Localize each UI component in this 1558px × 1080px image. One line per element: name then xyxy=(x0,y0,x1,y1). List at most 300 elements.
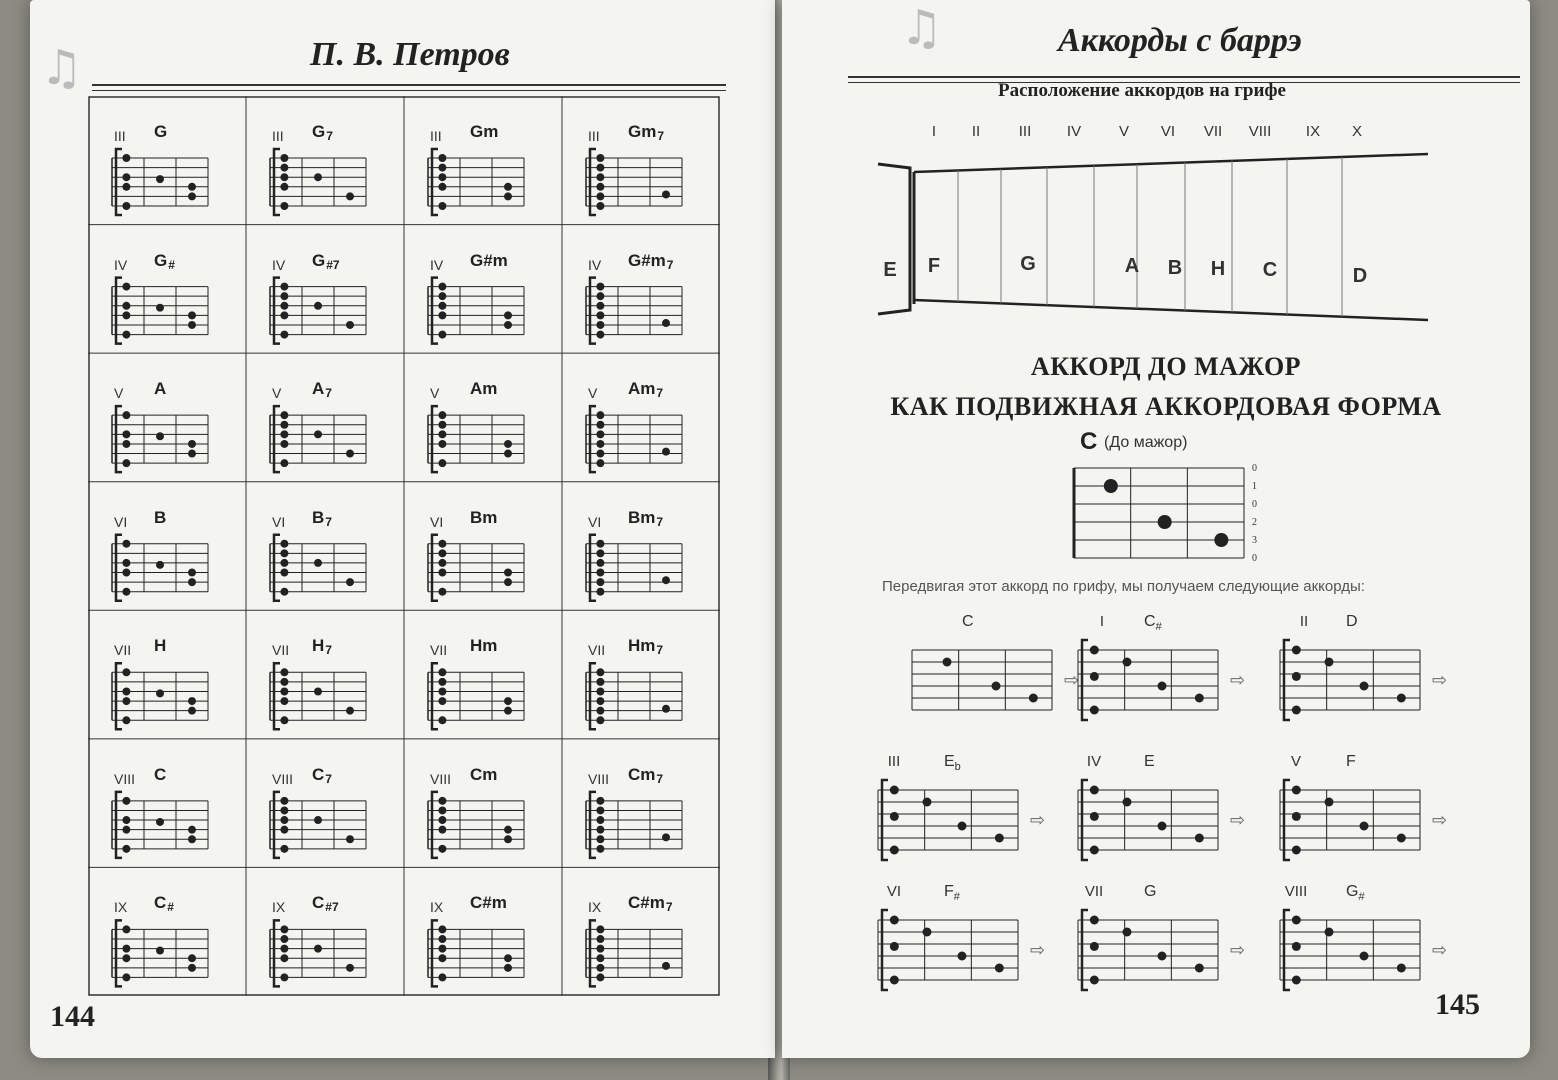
fret-position-label: V xyxy=(1290,753,1302,770)
fret-position-label: III xyxy=(887,753,901,770)
finger-dot xyxy=(346,192,354,200)
finger-dot xyxy=(438,540,446,548)
chord-name: H xyxy=(154,636,167,656)
chord-name: $Am_7$ xyxy=(628,379,664,401)
fret-position-label: IX xyxy=(272,899,286,916)
finger-dot xyxy=(504,707,512,715)
finger-dot xyxy=(596,845,604,853)
fret-position-label: II xyxy=(1299,613,1309,630)
music-note-icon: ♫ xyxy=(40,40,84,96)
finger-dot xyxy=(280,569,288,577)
finger-dot xyxy=(280,925,288,933)
moved-chord-name: C xyxy=(962,613,974,630)
finger-dot xyxy=(596,459,604,467)
finger-dot xyxy=(122,302,130,310)
arrow-right-icon: ⇨ xyxy=(1432,670,1448,691)
finger-dot xyxy=(346,578,354,586)
finger-dot xyxy=(156,818,164,826)
chord-diagram xyxy=(270,792,366,858)
finger-dot xyxy=(280,678,288,686)
finger-dot xyxy=(596,164,604,172)
barre-bracket xyxy=(274,663,280,729)
finger-dot xyxy=(438,164,446,172)
finger-dot xyxy=(314,816,322,824)
finger-dot xyxy=(122,973,130,981)
finger-dot xyxy=(280,716,288,724)
finger-dot xyxy=(504,192,512,200)
fret-position-label: I xyxy=(1099,613,1105,630)
barre-bracket xyxy=(116,663,122,729)
fret-numeral: IV xyxy=(1066,123,1082,140)
fretboard-heading: Расположение аккордов на грифе xyxy=(998,80,1286,101)
arrow-right-icon: ⇨ xyxy=(1432,940,1448,961)
chord-diagram xyxy=(270,920,366,986)
fret-position-label: III xyxy=(588,128,600,144)
chord-accidental: b xyxy=(954,761,961,773)
finger-dot xyxy=(504,826,512,834)
finger-dot xyxy=(188,569,196,577)
finger-dot xyxy=(504,954,512,962)
fret-position-label: VI xyxy=(886,883,902,900)
fret-numeral: III xyxy=(1018,123,1032,140)
fret-position-label: IV xyxy=(1086,753,1102,770)
finger-dot xyxy=(280,202,288,210)
fret-position-label: VIII xyxy=(588,770,610,787)
chord-diagram xyxy=(428,792,524,858)
barre-bracket xyxy=(432,535,438,601)
fret-position-label: VIII xyxy=(1284,883,1308,900)
finger-dot xyxy=(280,559,288,567)
chord-c-desc: (До мажор) xyxy=(1104,434,1188,451)
barre-bracket xyxy=(432,149,438,215)
finger-dot xyxy=(280,292,288,300)
finger-dot xyxy=(156,175,164,183)
chord-name: $Gm_7$ xyxy=(628,122,665,143)
fret-position-label: III xyxy=(272,128,284,144)
finger-dot xyxy=(438,173,446,181)
finger-dot xyxy=(438,668,446,676)
chord-diagram xyxy=(428,278,524,344)
finger-dot xyxy=(280,164,288,172)
c-major-chord-diagram xyxy=(1068,462,1268,568)
finger-dot xyxy=(504,835,512,843)
finger-dot xyxy=(280,945,288,953)
finger-dot xyxy=(122,173,130,181)
finger-dot xyxy=(596,192,604,200)
barre-bracket xyxy=(590,535,596,601)
header-rule-right xyxy=(848,76,1520,78)
fret-position-label: VI xyxy=(588,513,602,530)
string-marker: 1 xyxy=(1252,481,1257,492)
finger-dot xyxy=(504,964,512,972)
string-marker: 2 xyxy=(1252,517,1257,528)
chord-name: $C_{\#}$ xyxy=(154,893,174,915)
finger-dot xyxy=(122,331,130,339)
chord-name: $G_{\#7}$ xyxy=(312,250,340,272)
finger-dot xyxy=(188,192,196,200)
finger-dot xyxy=(122,540,130,548)
finger-dot xyxy=(504,311,512,319)
finger-dot xyxy=(156,561,164,569)
chord-name: $C_7$ xyxy=(312,764,332,786)
arrow-right-icon: ⇨ xyxy=(1432,810,1448,831)
fret-position-label: IV xyxy=(588,256,602,273)
finger-dot xyxy=(314,945,322,953)
finger-dot xyxy=(438,806,446,814)
finger-dot xyxy=(596,973,604,981)
finger-dot xyxy=(596,687,604,695)
chord-diagram xyxy=(586,920,682,986)
fret-numeral: X xyxy=(1351,123,1363,140)
finger-dot xyxy=(280,311,288,319)
finger-dot xyxy=(438,687,446,695)
finger-dot xyxy=(438,797,446,805)
finger-dot xyxy=(280,540,288,548)
finger-dot xyxy=(438,816,446,824)
chord-diagram xyxy=(112,792,208,858)
finger-dot xyxy=(438,302,446,310)
finger-dot xyxy=(596,173,604,181)
finger-dot xyxy=(122,797,130,805)
finger-dot xyxy=(438,678,446,686)
chord-diagram xyxy=(112,535,208,601)
arrow-right-icon: ⇨ xyxy=(1030,810,1046,831)
barre-bracket xyxy=(432,278,438,344)
finger-dot xyxy=(188,964,196,972)
barre-bracket xyxy=(590,792,596,858)
finger-dot xyxy=(438,411,446,419)
fret-position-label: VII xyxy=(1084,883,1104,900)
finger-dot xyxy=(280,430,288,438)
finger-dot xyxy=(122,687,130,695)
chord-name: C#m xyxy=(470,893,507,913)
finger-dot xyxy=(188,440,196,448)
finger-dot xyxy=(504,578,512,586)
fret-position-label: IX xyxy=(114,899,128,916)
finger-dot xyxy=(596,935,604,943)
fretboard-nut xyxy=(878,164,910,314)
finger-dot xyxy=(188,450,196,458)
finger-dot xyxy=(188,954,196,962)
finger-dot xyxy=(1214,533,1228,547)
finger-dot xyxy=(662,190,670,198)
finger-dot xyxy=(188,826,196,834)
chord-name: $Cm_7$ xyxy=(628,764,664,786)
finger-dot xyxy=(122,925,130,933)
fret-position-label: IV xyxy=(114,256,128,273)
fret-position-label: III xyxy=(430,128,442,144)
fret-position-label: IV xyxy=(272,256,286,273)
finger-dot xyxy=(596,716,604,724)
note-letter: F xyxy=(927,255,941,277)
moved-chord-name: E xyxy=(1144,753,1155,770)
barre-bracket xyxy=(116,920,122,986)
finger-dot xyxy=(662,448,670,456)
fret-position-label: III xyxy=(114,128,126,144)
fret-position-label: IV xyxy=(430,256,444,273)
finger-dot xyxy=(438,845,446,853)
chord-name: $G_7$ xyxy=(312,122,333,143)
title-line-2: КАК ПОДВИЖНАЯ АККОРДОВАЯ ФОРМА xyxy=(890,392,1442,421)
finger-dot xyxy=(438,202,446,210)
finger-dot xyxy=(122,202,130,210)
fret-position-label: IX xyxy=(430,899,444,916)
finger-dot xyxy=(596,311,604,319)
finger-dot xyxy=(438,421,446,429)
finger-dot xyxy=(596,945,604,953)
finger-dot xyxy=(596,569,604,577)
fret-position-label: VII xyxy=(588,642,606,659)
fretboard-top-edge xyxy=(914,154,1428,172)
fret-position-label: VIII xyxy=(114,770,136,787)
finger-dot xyxy=(438,716,446,724)
chord-name: $Bm_7$ xyxy=(628,507,664,529)
barre-bracket xyxy=(432,663,438,729)
chord-name: $G_{\#}$ xyxy=(154,250,175,272)
chord-c-name: C xyxy=(1080,428,1098,455)
chord-name: Cm xyxy=(470,764,498,784)
finger-dot xyxy=(122,559,130,567)
finger-dot xyxy=(438,459,446,467)
finger-dot xyxy=(156,304,164,312)
barre-bracket xyxy=(432,920,438,986)
chord-name: Gm xyxy=(470,122,499,141)
finger-dot xyxy=(122,183,130,191)
chord-name: Am xyxy=(470,379,498,399)
finger-dot xyxy=(280,797,288,805)
open-string-note: E xyxy=(883,259,897,281)
chord-diagram xyxy=(270,663,366,729)
arrow-right-icon: ⇨ xyxy=(1230,670,1246,691)
finger-dot xyxy=(438,430,446,438)
finger-dot xyxy=(596,292,604,300)
chord-diagram xyxy=(586,663,682,729)
chord-name: $H_7$ xyxy=(312,636,332,658)
finger-dot xyxy=(438,283,446,291)
chord-name: A xyxy=(154,379,167,399)
barre-bracket xyxy=(590,920,596,986)
finger-dot xyxy=(122,826,130,834)
finger-dot xyxy=(438,311,446,319)
finger-dot xyxy=(662,833,670,841)
finger-dot xyxy=(596,202,604,210)
finger-dot xyxy=(122,283,130,291)
finger-dot xyxy=(156,432,164,440)
finger-dot xyxy=(280,154,288,162)
finger-dot xyxy=(346,321,354,329)
finger-dot xyxy=(122,945,130,953)
finger-dot xyxy=(662,576,670,584)
moved-chord-name: D xyxy=(1346,613,1358,630)
fret-position-label: IX xyxy=(588,899,602,916)
finger-dot xyxy=(596,154,604,162)
chord-diagram xyxy=(428,663,524,729)
finger-dot xyxy=(122,569,130,577)
chord-name: $B_7$ xyxy=(312,507,332,529)
string-marker: 0 xyxy=(1252,463,1257,474)
finger-dot xyxy=(314,687,322,695)
finger-dot xyxy=(596,925,604,933)
finger-dot xyxy=(596,964,604,972)
finger-dot xyxy=(596,549,604,557)
finger-dot xyxy=(314,302,322,310)
chord-diagram xyxy=(112,278,208,344)
finger-dot xyxy=(596,430,604,438)
finger-dot xyxy=(280,183,288,191)
author-running-head: П. В. Петров xyxy=(310,36,510,73)
barre-bracket xyxy=(274,278,280,344)
finger-dot xyxy=(662,319,670,327)
finger-dot xyxy=(188,311,196,319)
finger-dot xyxy=(504,450,512,458)
finger-dot xyxy=(504,569,512,577)
finger-dot xyxy=(596,302,604,310)
finger-dot xyxy=(280,549,288,557)
chord-diagram xyxy=(112,663,208,729)
finger-dot xyxy=(438,569,446,577)
finger-dot xyxy=(280,411,288,419)
fret-position-label: VII xyxy=(114,642,132,659)
chord-diagram xyxy=(270,406,366,472)
finger-dot xyxy=(504,440,512,448)
moved-chord-name: F xyxy=(1346,753,1356,770)
chord-diagram xyxy=(586,535,682,601)
finger-dot xyxy=(596,559,604,567)
fret-position-label: VII xyxy=(272,642,290,659)
moved-chord-name: $E_b$ xyxy=(944,753,961,773)
chord-diagram xyxy=(270,278,366,344)
finger-dot xyxy=(188,183,196,191)
chord-name: C xyxy=(154,764,167,784)
finger-dot xyxy=(438,588,446,596)
finger-dot xyxy=(662,962,670,970)
finger-dot xyxy=(596,954,604,962)
chord-name: Hm xyxy=(470,636,498,656)
chord-accidental: # xyxy=(1358,891,1365,903)
chord-diagram xyxy=(428,920,524,986)
finger-dot xyxy=(346,707,354,715)
chord-diagram xyxy=(112,406,208,472)
finger-dot xyxy=(596,411,604,419)
finger-dot xyxy=(314,430,322,438)
finger-dot xyxy=(596,450,604,458)
finger-dot xyxy=(596,578,604,586)
finger-dot xyxy=(438,440,446,448)
chord-diagram xyxy=(428,406,524,472)
finger-dot xyxy=(438,973,446,981)
note-letter: G xyxy=(1020,253,1036,275)
fret-position-label: VI xyxy=(114,513,128,530)
chord-name: $C_{\#7}$ xyxy=(312,893,339,915)
chord-diagram xyxy=(270,149,366,215)
finger-dot xyxy=(346,450,354,458)
finger-dot xyxy=(596,707,604,715)
finger-dot xyxy=(280,954,288,962)
barre-bracket xyxy=(116,406,122,472)
chord-name: G#m xyxy=(470,250,508,270)
barre-bracket xyxy=(590,406,596,472)
fretboard-diagram xyxy=(870,110,1450,330)
chord-diagram xyxy=(112,149,208,215)
chord-name: G xyxy=(154,122,168,141)
finger-dot xyxy=(438,935,446,943)
finger-dot xyxy=(280,302,288,310)
chord-diagram xyxy=(586,792,682,858)
fret-position-label: VI xyxy=(430,513,444,530)
finger-dot xyxy=(596,421,604,429)
fret-position-label: VII xyxy=(430,642,448,659)
fret-position-label: V xyxy=(588,385,598,402)
fret-position-label: VI xyxy=(272,513,286,530)
barre-bracket xyxy=(116,535,122,601)
finger-dot xyxy=(596,835,604,843)
finger-dot xyxy=(438,945,446,953)
chord-diagram xyxy=(112,920,208,986)
finger-dot xyxy=(504,321,512,329)
barre-bracket xyxy=(274,149,280,215)
finger-dot xyxy=(188,321,196,329)
page-number-left: 144 xyxy=(50,1000,95,1033)
arrow-right-icon: ⇨ xyxy=(1064,670,1080,691)
chord-table xyxy=(88,96,720,996)
finger-dot xyxy=(280,588,288,596)
page-number-right: 145 xyxy=(1435,988,1480,1021)
finger-dot xyxy=(596,816,604,824)
finger-dot xyxy=(346,964,354,972)
barre-bracket xyxy=(116,792,122,858)
fret-numeral: II xyxy=(971,123,981,140)
finger-dot xyxy=(280,687,288,695)
finger-dot xyxy=(122,845,130,853)
chord-table-grid xyxy=(88,96,720,996)
finger-dot xyxy=(280,816,288,824)
finger-dot xyxy=(1104,479,1118,493)
barre-bracket xyxy=(590,149,596,215)
fret-position-label: V xyxy=(272,385,282,402)
finger-dot xyxy=(438,549,446,557)
finger-dot xyxy=(504,183,512,191)
chord-name: $A_7$ xyxy=(312,379,332,401)
barre-bracket xyxy=(116,149,122,215)
finger-dot xyxy=(438,331,446,339)
header-rule-thin xyxy=(92,90,726,91)
finger-dot xyxy=(438,954,446,962)
finger-dot xyxy=(596,826,604,834)
finger-dot xyxy=(280,173,288,181)
barre-bracket xyxy=(274,535,280,601)
finger-dot xyxy=(188,697,196,705)
note-letter: A xyxy=(1124,255,1140,277)
moved-chord-name: $G_{\#}$ xyxy=(1346,883,1365,903)
finger-dot xyxy=(122,816,130,824)
finger-dot xyxy=(314,559,322,567)
finger-dot xyxy=(596,588,604,596)
finger-dot xyxy=(280,668,288,676)
finger-dot xyxy=(596,797,604,805)
finger-dot xyxy=(280,973,288,981)
arrow-right-icon: ⇨ xyxy=(1230,810,1246,831)
chord-accidental: # xyxy=(953,891,960,903)
fret-position-label: V xyxy=(430,385,440,402)
note-letter: D xyxy=(1352,265,1368,287)
finger-dot xyxy=(188,835,196,843)
finger-dot xyxy=(188,578,196,586)
finger-dot xyxy=(438,925,446,933)
moved-chord-name: $F_{\#}$ xyxy=(944,883,960,903)
finger-dot xyxy=(280,806,288,814)
chord-diagram xyxy=(586,149,682,215)
finger-dot xyxy=(504,697,512,705)
